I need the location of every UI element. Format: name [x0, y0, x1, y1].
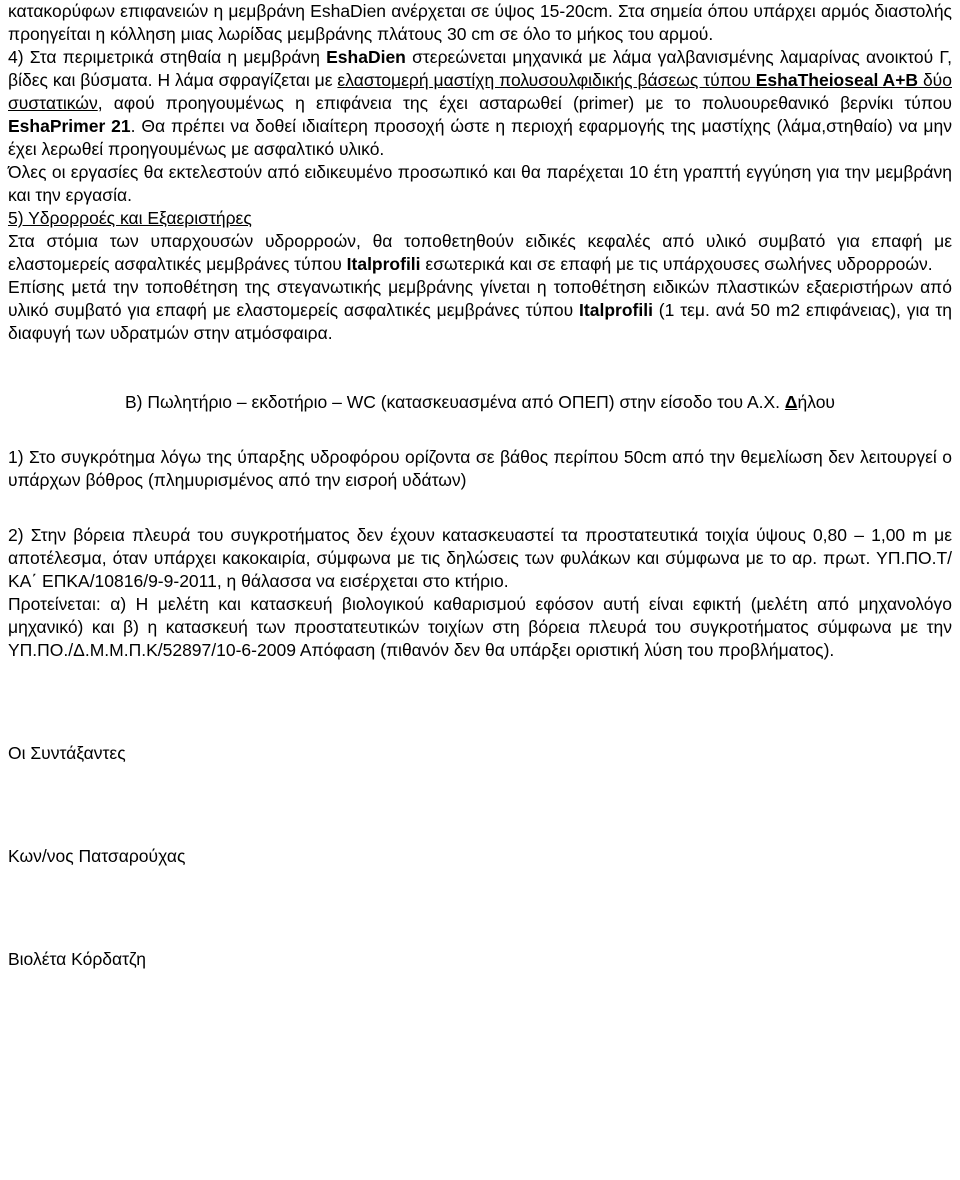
product-italprofili: Italprofili [346, 254, 421, 274]
text-span: ήλου [797, 392, 836, 412]
heading-gutters-vents: 5) Υδρορροές και Εξαεριστήρες [8, 208, 252, 228]
text-span: 4) Στα περιμετρικά στηθαία η μεμβράνη [8, 47, 327, 67]
section-b-heading [8, 391, 952, 414]
paragraph-vents [8, 276, 952, 345]
text-span: . Θα πρέπει να δοθεί ιδιαίτερη προσοχή ώστε η περιοχή εφαρμογής της μαστίχης (λάμα,στηθαίο) να μην έχει λερωθεί προηγουμένως με ασφαλτικό υλικό. [8, 116, 952, 159]
paragraph-expansion-joint: κατακορύφων επιφανειών η μεμβράνη EshaDien ανέρχεται σε ύψος 15-20cm. Στα σημεία όπου υπάρχει αρμός διαστολής προηγείται η κόλληση μιας λωρίδας μεμβράνης πλάτους 30 cm σε όλο το μήκος του αρμού. [8, 1, 952, 44]
text-span: Στα στόμια των υπαρχουσών υδρορροών, θα τοποθετηθούν ειδικές κεφαλές από υλικό συμβατό για επαφή με ελαστομερείς ασφαλτικές μεμβράνες τύπου [8, 231, 952, 274]
paragraph-parapets [8, 46, 952, 161]
author-name: Βιολέτα Κόρδατζη [8, 949, 146, 969]
paragraph-proposal: Προτείνεται: α) Η μελέτη και κατασκευή βιολογικού καθαρισμού εφόσον αυτή είναι εφικτή (μελέτη από μηχανολόγο μηχανικό) και β) η κατασκευή των προστατευτικών τοιχίων στη βόρεια πλευρά του συγκροτήματος σύμφωνα με την ΥΠ.ΠΟ./Δ.Μ.Μ.Π.Κ/52897/10-6-2009 Απόφαση (πιθανόν δεν θα υπάρξει οριστική λύση του προβλήματος). [8, 594, 952, 660]
spacer [8, 662, 952, 742]
author-name: Κων/νος Πατσαρούχας [8, 846, 186, 866]
text-span: Β) Πωλητήριο – εκδοτήριο – WC (κατασκευασμένα από ΟΠΕΠ) στην είσοδο του Α.Χ. [124, 392, 785, 412]
spacer [8, 765, 952, 845]
text-span: (1 τεμ. ανά 50 m2 επιφάνειας), για τη διαφυγή των υδρατμών στην ατμόσφαιρα. [8, 300, 953, 343]
product-eshadien: EshaDien [326, 47, 406, 67]
underlined-text: ελαστομερή μαστίχη πολυσουλφιδικής βάσεως τύπου [337, 70, 756, 90]
item-protective-walls: 2) Στην βόρεια πλευρά του συγκροτήματος δεν έχουν κατασκευαστεί τα προστατευτικά τοιχία ύψους 0,80 – 1,00 m με αποτέλεσμα, όταν υπάρχει κακοκαιρία, σύμφωνα με τις δηλώσεις των φυλάκων και σύμφωνα με το αρ. πρωτ. ΥΠ.ΠΟ.Τ/ΚΑ΄ ΕΠΚΑ/10816/9-9-2011, η θάλασσα να εισέρχεται στο κτήριο. [8, 525, 952, 591]
text-span: εσωτερικά και σε επαφή με τις υπάρχουσες σωλήνες υδρορροών. [420, 254, 933, 274]
text-span: στερεώνεται μηχανικά με λάμα γαλβανισμένης λαμαρίνας ανοικτού Γ, βίδες και βύσματα. Η λάμα σφραγίζεται με [8, 47, 952, 90]
product-eshatheioseal: EshaTheioseal A+B [755, 70, 919, 90]
text-span: Δ [784, 392, 798, 412]
text-span: , αφού προηγουμένως η επιφάνεια της έχει ασταρωθεί (primer) με το πολυουρεθανικό βερνίκι τύπου [97, 93, 952, 113]
paragraph-gutters [8, 230, 952, 276]
authors-label: Οι Συντάξαντες [8, 743, 126, 763]
spacer [8, 414, 952, 446]
text-span: Επίσης μετά την τοποθέτηση της στεγανωτικής μεμβράνης γίνεται η τοποθέτηση ειδικών πλαστικών εξαεριστήρων από υλικό συμβατό για επαφή με ελαστομερείς ασφαλτικές μεμβράνες τύπου [8, 277, 952, 320]
spacer [8, 345, 952, 391]
item-septic-tank: 1) Στο συγκρότημα λόγω της ύπαρξης υδροφόρου ορίζοντα σε βάθος περίπου 50cm από την θεμελίωση δεν λειτουργεί ο υπάρχων βόθρος (πλημυρισμένος από την εισροή υδάτων) [8, 447, 952, 490]
spacer [8, 868, 952, 948]
spacer [8, 492, 952, 524]
paragraph-warranty: Όλες οι εργασίες θα εκτελεστούν από ειδικευμένο προσωπικό και θα παρέχεται 10 έτη γραπτή εγγύηση για την μεμβράνη και την εργασία. [8, 162, 952, 205]
product-eshaprimer: EshaPrimer 21 [8, 116, 131, 136]
underlined-text: δύο συστατικών [8, 70, 952, 113]
product-italprofili: Italprofili [579, 300, 653, 320]
